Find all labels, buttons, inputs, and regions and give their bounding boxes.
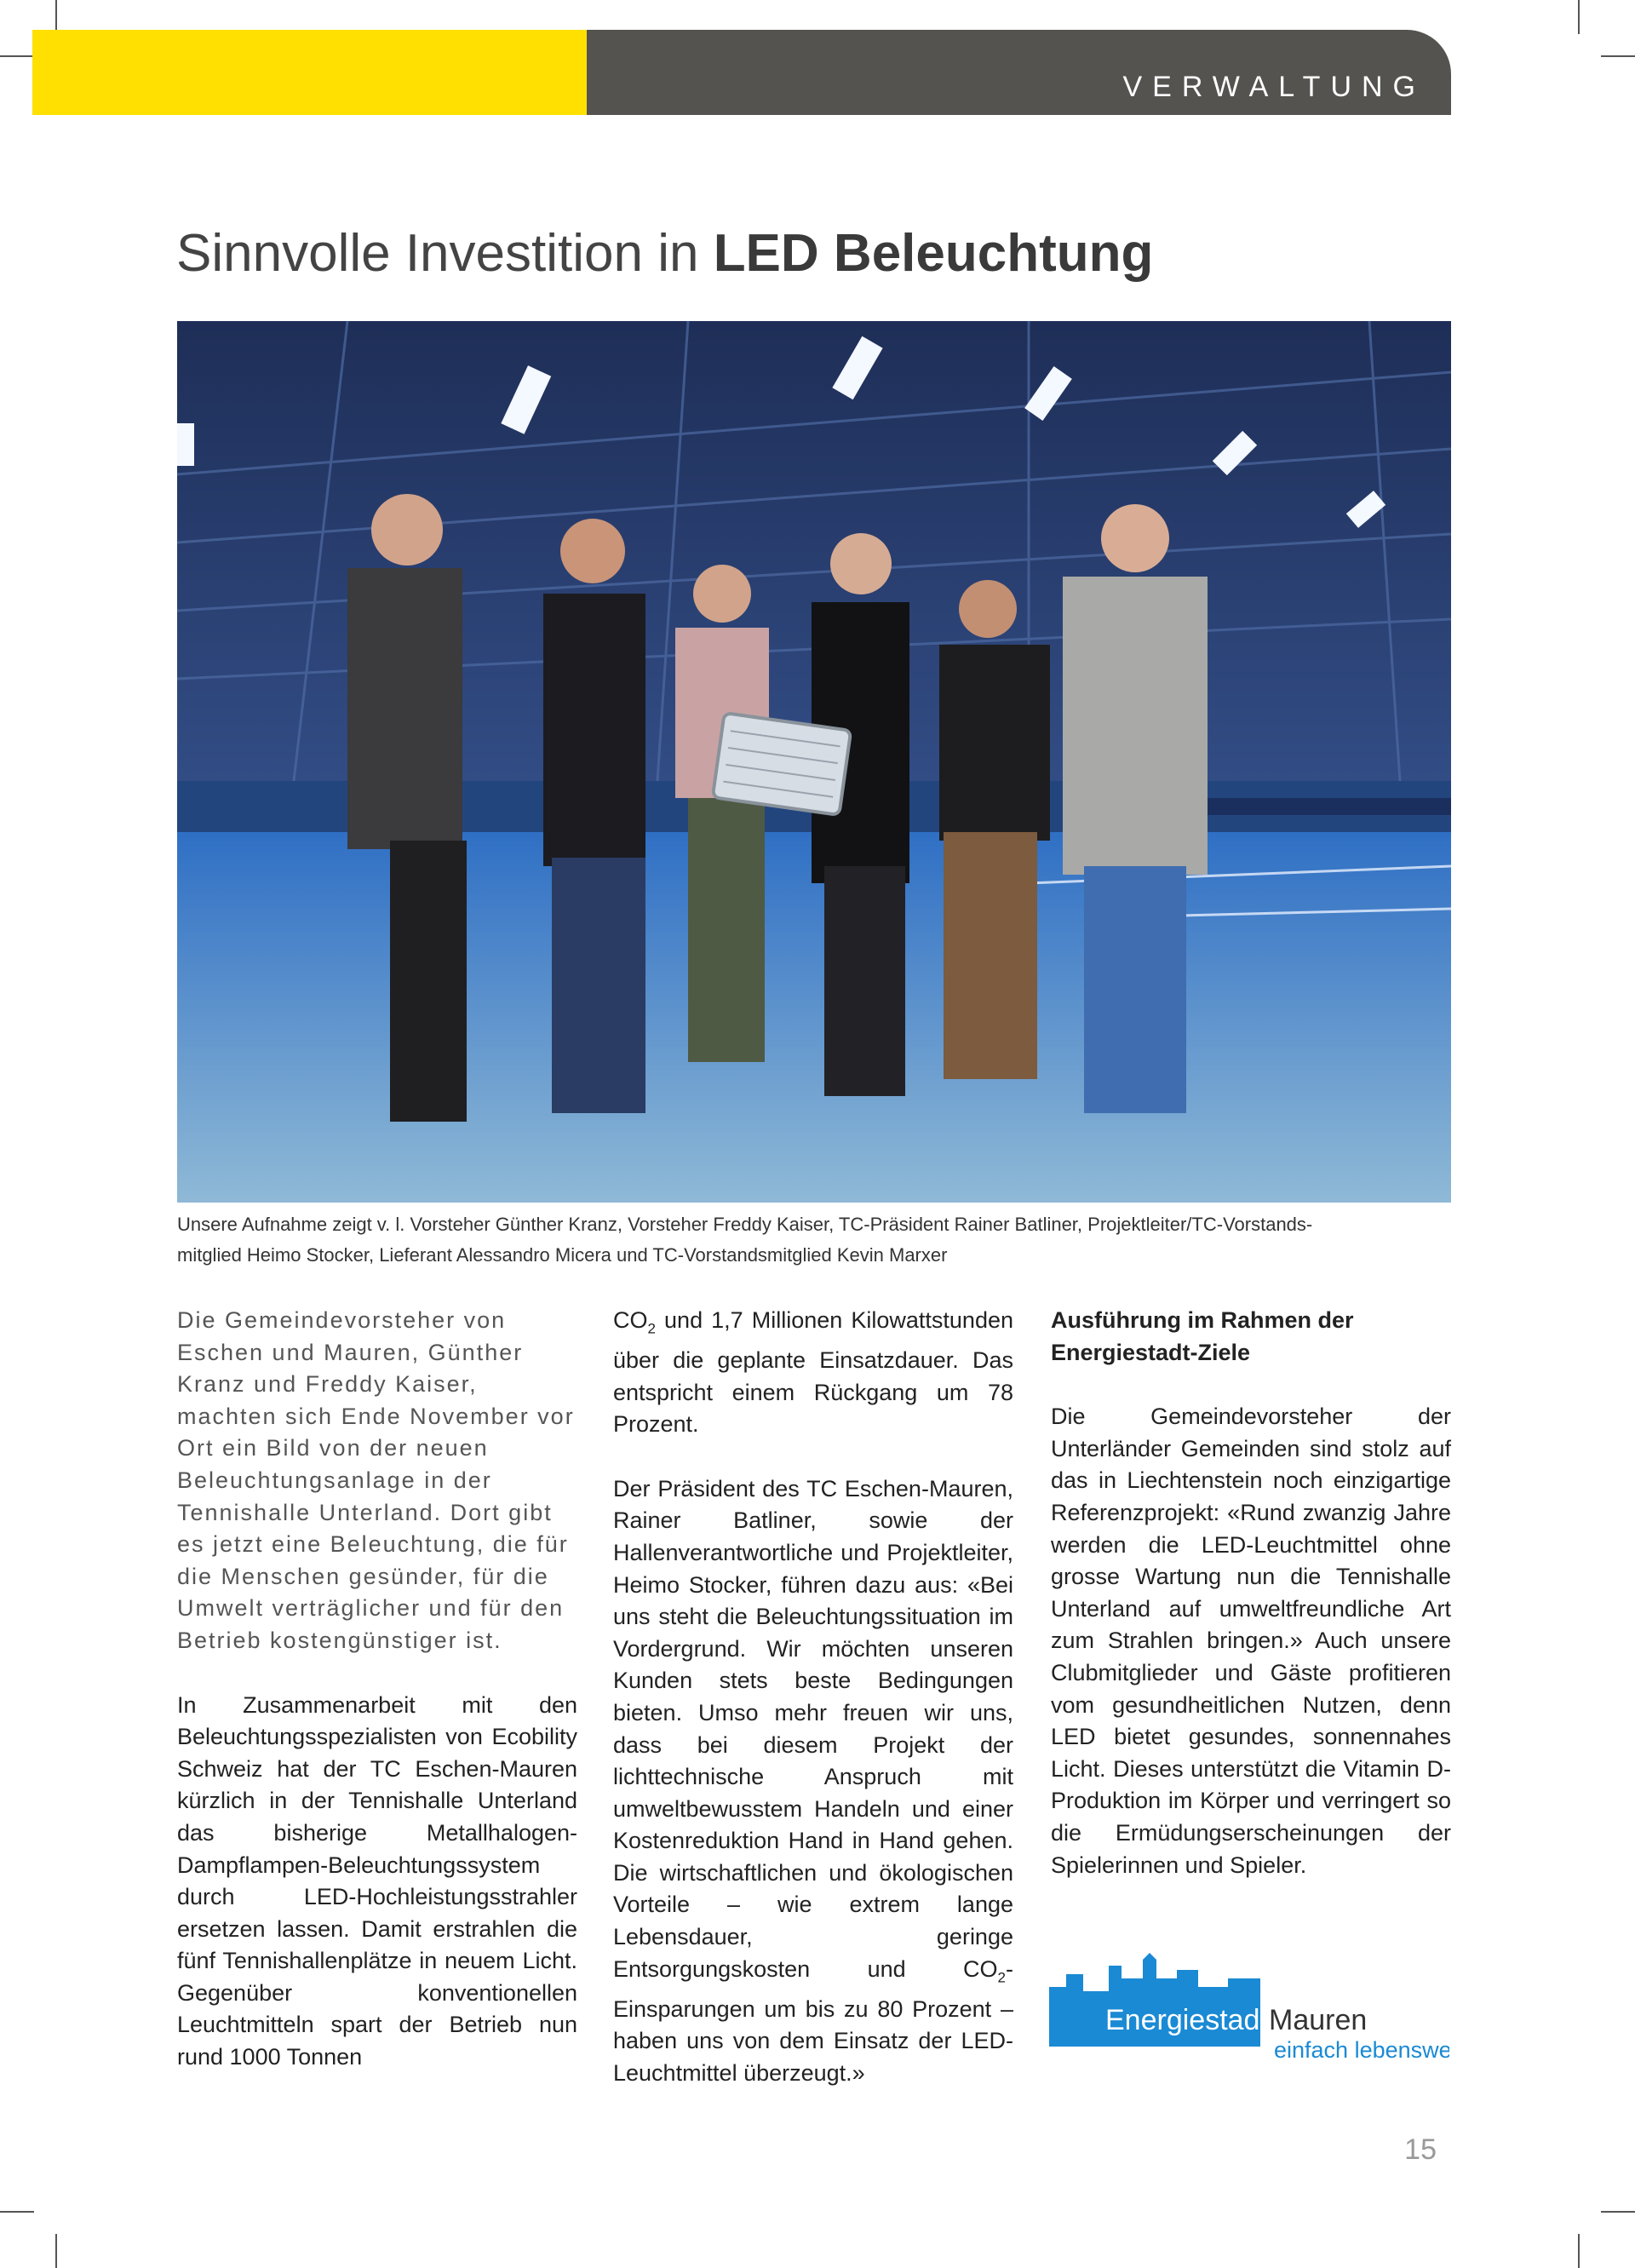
section-label: VERWALTUNG [1122,71,1426,103]
caption-line: mitglied Heimo Stocker, Lieferant Alessandro Micera und TC-Vorstandsmitglied Kevin Marxer [177,1244,948,1266]
article-photo [177,321,1451,1203]
co2-subscript: 2 [997,1969,1006,1986]
crop-mark [0,2211,34,2213]
section-subhead: Ausführung im Rahmen der Energiestadt-Ziele [1051,1307,1354,1365]
energiestadt-logo [1049,1953,1449,2072]
body-paragraph [613,1473,1013,2090]
header-accent-bar [32,30,587,115]
logo-slogan: einfach lebenswert [1274,2037,1449,2063]
body-paragraph: In Zusammenarbeit mit den Beleuchtungsspezialisten von Ecobility Schweiz hat der TC Eschen-Mauren kürzlich in der Tennishalle Unterland das bisherige Metallhalogen-Dampflampen-Beleuchtungssystem durch LED-Hochleistungsstrahler ersetzen lassen. Damit erstrahlen die fünf Tennishallenplätze in neuem Licht. Gegenüber konventionellen Leuchtmitteln spart der Betrieb nun rund 1000 Tonnen [177,1691,577,2070]
page-number: 15 [1404,2133,1437,2166]
header-bar [587,30,1451,115]
title-bold: LED Beleuchtung [713,224,1154,283]
logo-name: Energiestadt [1105,2004,1268,2036]
caption-line: Unsere Aufnahme zeigt v. l. Vorsteher Günther Kranz, Vorsteher Freddy Kaiser, TC-Präsident Rainer Batliner, Projektleiter/TC-Vorstands- [177,1214,1313,1235]
logo-town: Mauren [1269,2004,1368,2036]
photo-caption [177,1209,1446,1271]
logo-graphic [1049,1953,1449,2072]
article-column-3 [1051,1305,1451,1881]
body-paragraph [613,1305,1013,1441]
crop-mark [1601,2211,1635,2213]
tennis-hall-photo [177,321,1451,1203]
crop-mark [55,2234,57,2268]
body-text: -Einsparungen um bis zu 80 Prozent – haben uns von dem Einsatz der LED-Leuchtmittel überzeugt.» [613,1955,1013,2086]
body-text: und 1,7 Millionen Kilowattstunden über die geplante Einsatzdauer. Das entspricht einem Rückgang um 78 Prozent. [613,1307,1013,1438]
crop-mark [1578,2234,1580,2268]
crop-mark [0,55,34,57]
lead-paragraph: Die Gemeindevorsteher von Eschen und Mauren, Günther Kranz und Freddy Kaiser, machten sich Ende November vor Ort ein Bild von der neuen Beleuchtungsanlage in der Tennishalle Unterland. Dort gibt es jetzt eine Beleuchtung, die für die Menschen gesünder, für die Umwelt verträglicher und für den Betrieb kostengünstiger ist. [177,1307,575,1653]
article-column-2 [613,1305,1013,2089]
crop-mark [55,0,57,34]
crop-mark [1578,0,1580,34]
body-text: Der Präsident des TC Eschen-Mauren, Rainer Batliner, sowie der Hallenverantwortliche und Projektleiter, Heimo Stocker, führen dazu aus: «Bei uns steht die Beleuchtungssituation im Vordergrund. Wir möchten unseren Kunden stets beste Bedingungen bieten. Umso mehr freuen wir uns, dass bei diesem Projekt der lichttechnische Anspruch mit umweltbewusstem Handeln und einer Kostenreduktion Hand in Hand gehen. Die wirtschaftlichen und ökologischen Vorteile – wie extrem lange Lebensdauer, geringe Entsorgungskosten und CO [613,1475,1013,1982]
title-light: Sinnvolle Investition in [176,224,714,283]
article-title [176,223,1153,284]
body-paragraph: Die Gemeindevorsteher der Unterländer Gemeinden sind stolz auf das in Liechtenstein noch einzigartige Referenzprojekt: «Rund zwanzig Jahre werden die LED-Leuchtmittel ohne grosse Wartung nun die Tennishalle Unterland auf umweltfreundliche Art zum Strahlen bringen.» Auch unsere Clubmitglieder und Gäste profitieren vom gesundheitlichen Nutzen, denn LED bietet gesundes, sonnennahes Licht. Dieses unterstützt die Vitamin D-Produktion im Körper und verringert so die Ermüdungserscheinungen der Spielerinnen und Spieler. [1051,1404,1451,1878]
crop-mark [1601,55,1635,57]
co2-text: CO [613,1307,648,1333]
co2-subscript: 2 [647,1320,656,1337]
article-column-1 [177,1305,577,2074]
